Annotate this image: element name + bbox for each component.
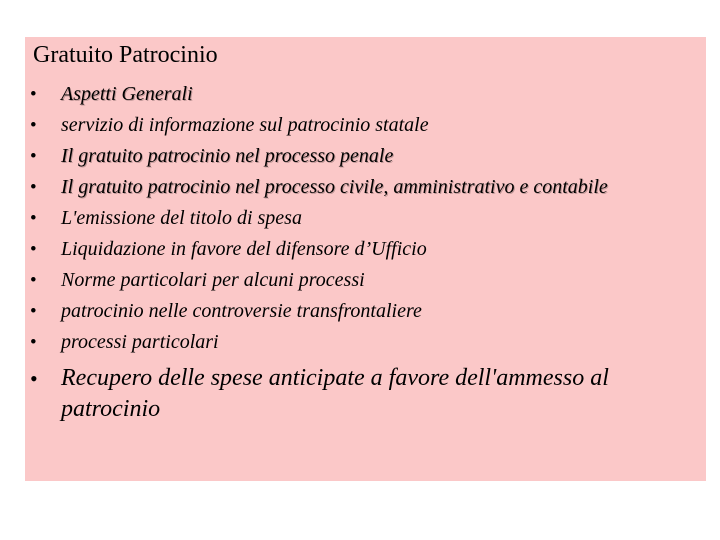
- list-item: [25, 79, 706, 110]
- list-item-text: Liquidazione in favore del difensore d’Ufficio: [61, 238, 427, 260]
- bullet-icon: •: [30, 84, 37, 105]
- bullet-icon: •: [30, 366, 38, 391]
- slide-title: Gratuito Patrocinio: [33, 42, 218, 68]
- list-item-text: Aspetti Generali: [61, 83, 193, 105]
- bullet-icon: •: [30, 301, 37, 322]
- bullet-icon: •: [30, 115, 37, 136]
- bullet-icon: •: [30, 177, 37, 198]
- list-item: [25, 327, 706, 358]
- list-item: [25, 110, 706, 141]
- bullet-list: [25, 79, 706, 425]
- list-item-text: servizio di informazione sul patrocinio statale: [61, 114, 429, 136]
- bullet-icon: •: [30, 332, 37, 353]
- bullet-icon: •: [30, 270, 37, 291]
- list-item: [25, 141, 706, 172]
- list-item-text: Recupero delle spese anticipate a favore dell'ammesso al patrocinio: [61, 365, 609, 422]
- list-item-text: Il gratuito patrocinio nel processo civile, amministrativo e contabile: [61, 176, 608, 198]
- list-item-text: Il gratuito patrocinio nel processo penale: [61, 145, 394, 167]
- list-item-text: patrocinio nelle controversie transfrontaliere: [61, 300, 422, 322]
- bullet-icon: •: [30, 208, 37, 229]
- list-item: [25, 203, 706, 234]
- list-item-text: Norme particolari per alcuni processi: [61, 269, 365, 291]
- list-item-text: processi particolari: [61, 331, 219, 353]
- list-item-text: L'emissione del titolo di spesa: [61, 207, 302, 229]
- list-item: [25, 234, 706, 265]
- list-item: [25, 363, 706, 425]
- bullet-icon: •: [30, 239, 37, 260]
- slide-content-box: [25, 37, 706, 481]
- list-item: [25, 265, 706, 296]
- list-item: [25, 296, 706, 327]
- list-item: [25, 172, 706, 203]
- bullet-icon: •: [30, 146, 37, 167]
